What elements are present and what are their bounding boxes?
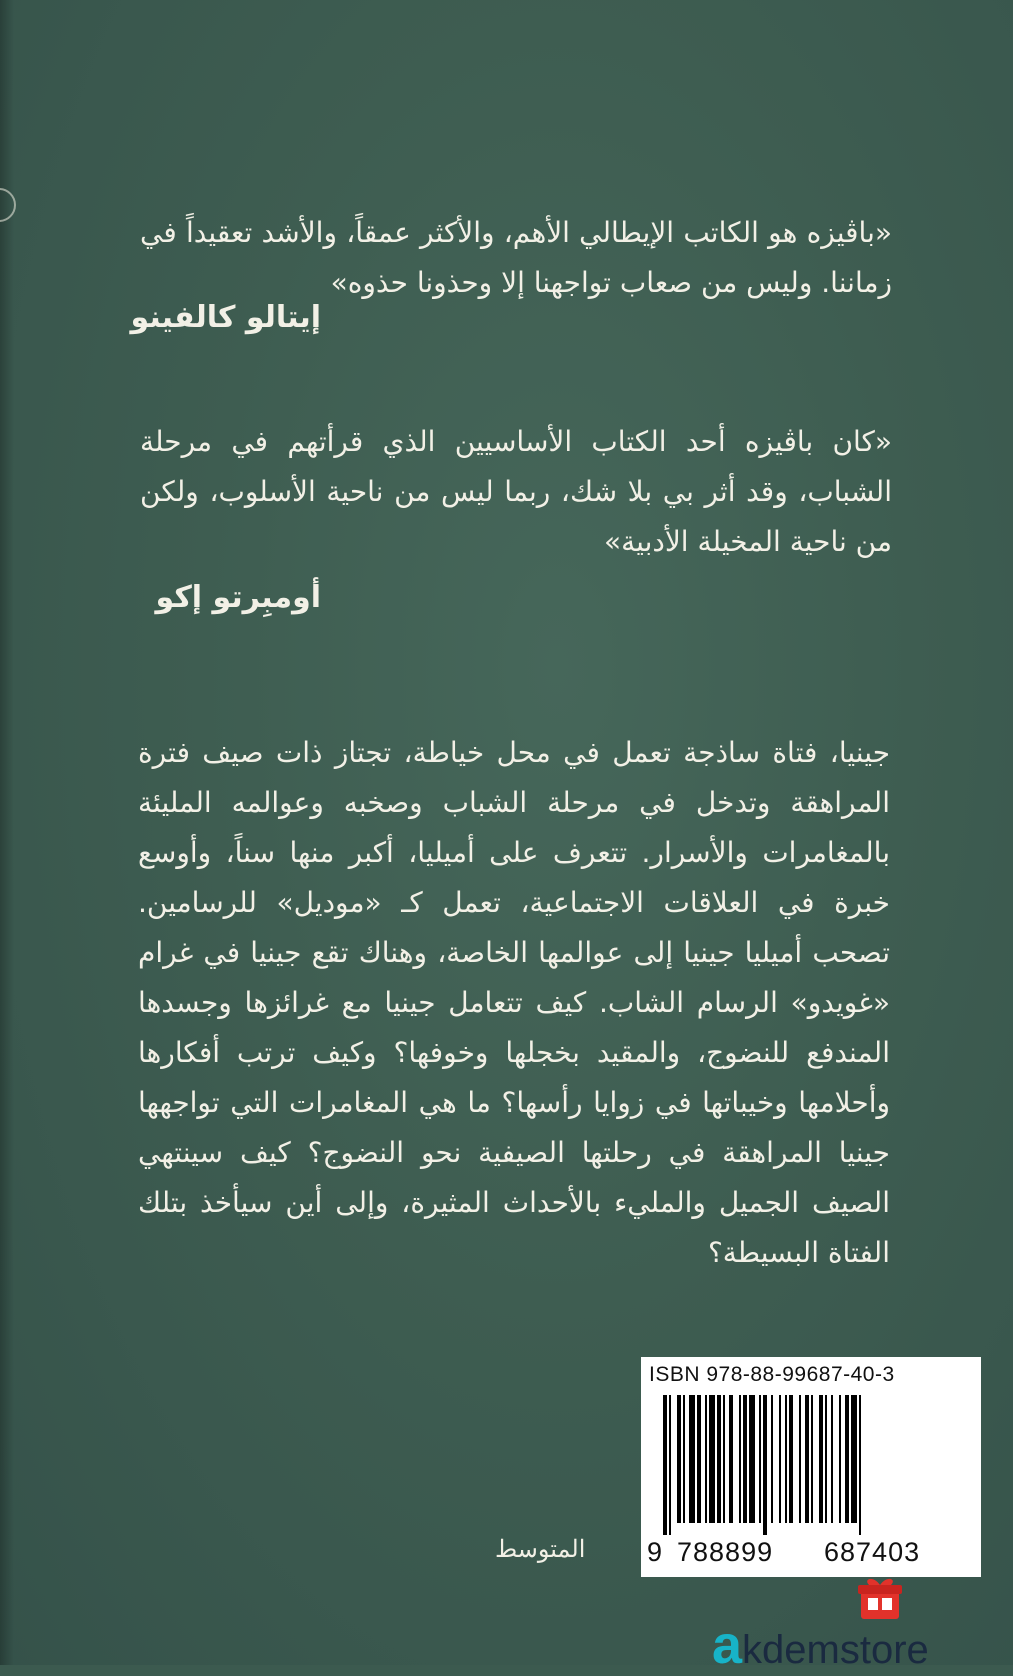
synopsis-paragraph: جينيا، فتاة ساذجة تعمل في محل خياطة، تجتاز ذات صيف فترة المراهقة وتدخل في مرحلة الشباب وصخبه وعوالمه المليئة بالمغامرات والأسرار. تتعرف على أميليا، أكبر منها سناً، وأوسع خبرة في العلاقات الاجتماعية، تعمل كـ «موديل» للرسامين. تصحب أميليا جينيا إلى عوالمها الخاصة، وهناك تقع جينيا في غرام «غويدو» الرسام الشاب. كيف تتعامل جينيا مع غرائزها وجسدها المندفع للنضوج، والمقيد بخجلها وخوفها؟ وكيف ترتب أفكارها وأحلامها وخيباتها في زوايا رأسها؟ ما هي المغامرات التي تواجهها جينيا المراهقة في رحلتها الصيفية نحو النضوج؟ كيف سينتهي الصيف الجميل والمليء بالأحداث المثيرة، وإلى أين سيأخذ بتلك الفتاة البسيطة؟ xyxy=(138,736,890,1269)
barcode-bar xyxy=(683,1395,685,1523)
eco-author: أومبِرتو إكو xyxy=(155,580,321,615)
barcode-bar xyxy=(743,1395,747,1523)
barcode xyxy=(659,1395,965,1535)
publisher-logo: المتوسط xyxy=(495,1535,586,1563)
barcode-bar xyxy=(697,1395,701,1523)
akdemstore-watermark xyxy=(712,1614,929,1675)
barcode-bar xyxy=(839,1395,841,1523)
calvino-quote: «باڤيزه هو الكاتب الإيطالي الأهم، والأكثر عمقاً، والأشد تعقيداً في زماننا. وليس من صعاب تواجهنا إلا وحذونا حذوه» xyxy=(140,216,892,299)
barcode-bar xyxy=(759,1395,761,1523)
barcode-bar xyxy=(709,1395,715,1523)
barcode-bar xyxy=(717,1395,721,1523)
barcode-right-digits: 687403 xyxy=(824,1537,921,1567)
barcode-bar xyxy=(819,1395,823,1523)
barcode-bar xyxy=(825,1395,827,1523)
barcode-bar xyxy=(785,1395,787,1523)
watermark-brand-rest: kdemstore xyxy=(742,1628,929,1672)
barcode-left-digits: 788899 xyxy=(677,1537,774,1567)
barcode-bar xyxy=(723,1395,725,1523)
barcode-bar xyxy=(729,1395,733,1523)
barcode-bar xyxy=(831,1395,833,1523)
barcode-bar xyxy=(811,1395,813,1523)
barcode-bar xyxy=(705,1395,707,1523)
barcode-bar xyxy=(749,1395,755,1523)
isbn-label: ISBN 978-88-99687-40-3 xyxy=(649,1363,895,1386)
barcode-bar xyxy=(771,1395,773,1523)
barcode-bar xyxy=(689,1395,695,1523)
spine-shadow xyxy=(0,0,14,1665)
barcode-bar xyxy=(663,1395,667,1535)
barcode-bar xyxy=(669,1395,671,1535)
barcode-bar xyxy=(779,1395,781,1523)
barcode-bar xyxy=(859,1395,861,1535)
calvino-author: إيتالو كالفينو xyxy=(130,300,321,335)
barcode-bar xyxy=(799,1395,801,1523)
barcode-bar xyxy=(677,1395,681,1523)
watermark-brand-a: a xyxy=(712,1615,743,1675)
isbn-barcode-box xyxy=(641,1357,981,1577)
barcode-bar xyxy=(851,1395,857,1523)
barcode-bar xyxy=(789,1395,793,1523)
barcode-bar xyxy=(805,1395,809,1523)
barcode-bar xyxy=(763,1395,767,1535)
eco-quote: «كان باڤيزه أحد الكتاب الأساسيين الذي قرأتهم في مرحلة الشباب، وقد أثر بي بلا شك، ربما ليس من ناحية الأسلوب، ولكن من ناحية المخيلة الأدبية» xyxy=(140,425,892,558)
barcode-bar xyxy=(845,1395,849,1523)
barcode-lead-digit: 9 xyxy=(647,1537,664,1567)
barcode-bar xyxy=(739,1395,741,1523)
